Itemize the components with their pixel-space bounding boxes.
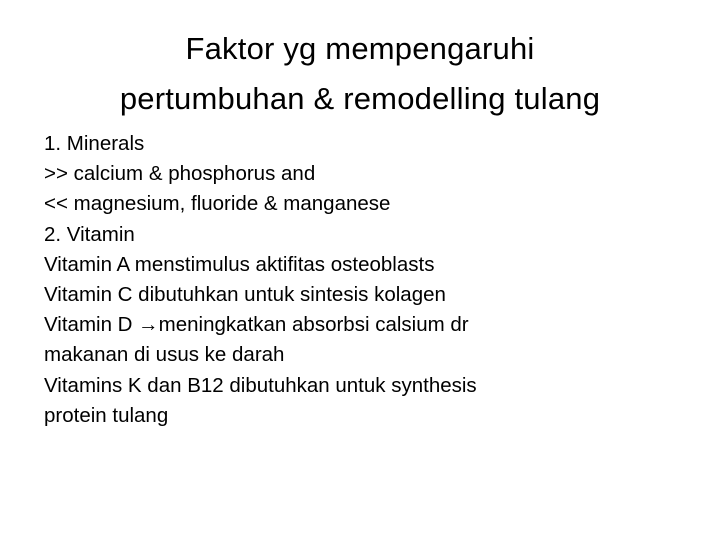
body-line-vitamin-d: Vitamin D →meningkatkan absorbsi calsium dr (44, 313, 469, 337)
slide-title (40, 24, 680, 124)
title-line-2: pertumbuhan & remodelling tulang (119, 81, 601, 116)
body-line-minerals-heading: 1. Minerals (44, 132, 145, 155)
title-line-1: Faktor yg mempengaruhi (185, 31, 535, 66)
body-line-vitamin-c: Vitamin C dibutuhkan untuk sintesis kolagen (44, 283, 446, 307)
body-line-vitamins-k-b12: Vitamins K dan B12 dibutuhkan untuk synthesis (44, 373, 477, 397)
body-line-vitamins-k-b12-cont: protein tulang (44, 403, 169, 427)
slide-body (44, 129, 694, 431)
body-line-magnesium-fluoride: << magnesium, fluoride & manganese (44, 192, 391, 216)
body-line-vitamin-a: Vitamin A menstimulus aktifitas osteoblasts (44, 252, 435, 276)
body-line-vitamin-d-cont: makanan di usus ke darah (44, 343, 285, 367)
body-line-calcium-phosphorus: >> calcium & phosphorus and (44, 162, 316, 186)
body-line-vitamin-heading: 2. Vitamin (44, 222, 135, 246)
